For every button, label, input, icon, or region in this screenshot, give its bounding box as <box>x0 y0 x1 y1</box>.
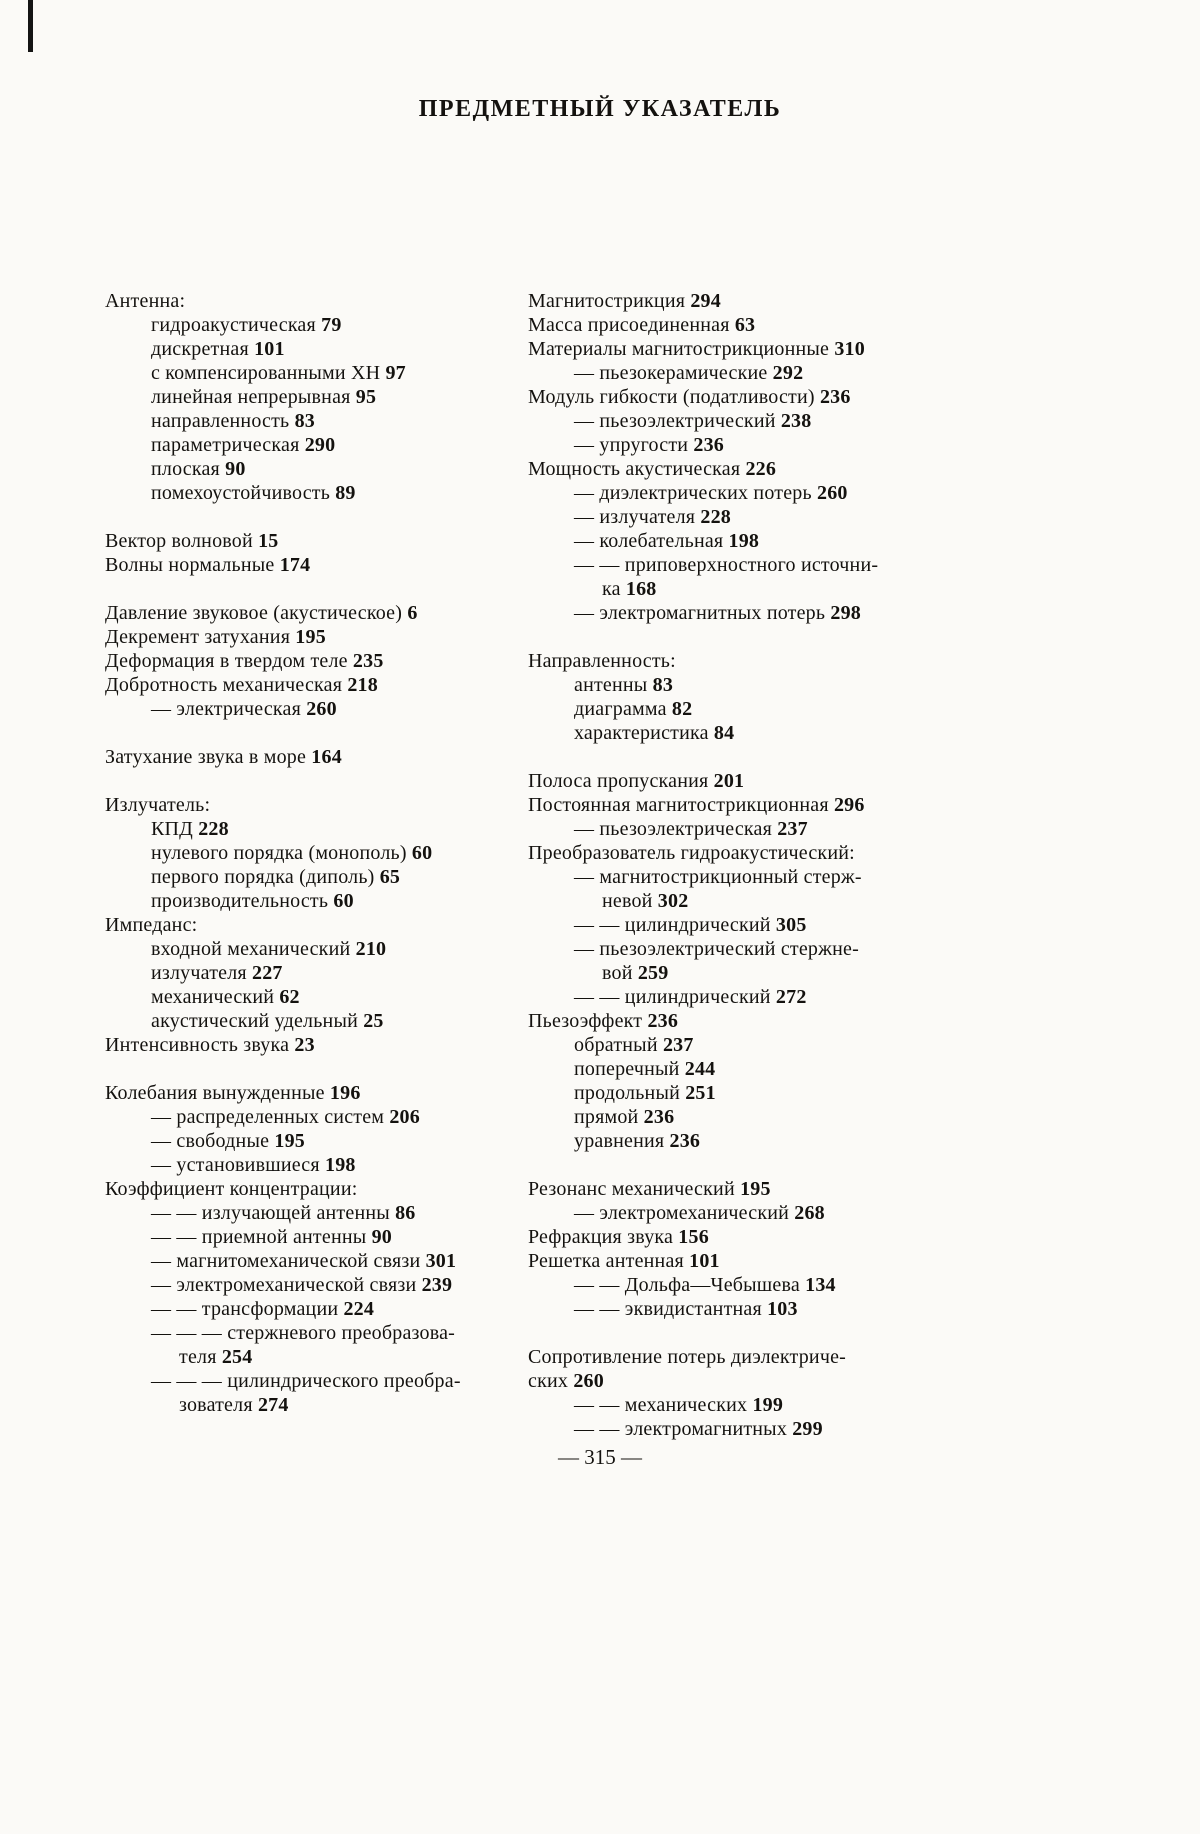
index-entry <box>528 385 988 409</box>
entry-text: Деформация в твердом теле <box>105 650 348 672</box>
index-entry <box>528 793 988 817</box>
entry-page-ref: 195 <box>274 1130 305 1152</box>
index-entry <box>105 385 525 409</box>
entry-text: Модуль гибкости (податливости) <box>528 386 815 408</box>
entry-text: — диэлектрических потерь <box>574 482 812 504</box>
entry-page-ref: 235 <box>352 650 384 672</box>
entry-page-ref: 65 <box>379 866 401 888</box>
entry-page-ref: 237 <box>777 818 808 840</box>
entry-text: Полоса пропускания <box>528 770 709 792</box>
index-entry <box>105 889 525 913</box>
entry-text: Интенсивность звука <box>105 1034 290 1056</box>
index-entry <box>105 985 525 1009</box>
entry-text: помехоустойчивость <box>151 482 331 504</box>
entry-text: Решетка антенная <box>528 1250 684 1272</box>
entry-text: Мощность акустическая <box>528 458 741 480</box>
entry-text: — пьезоэлектрический стержне- <box>574 938 859 960</box>
entry-text: Направленность: <box>528 650 676 672</box>
index-entry <box>528 1105 988 1129</box>
entry-text: Давление звуковое (акустическое) <box>105 602 403 624</box>
index-entry <box>528 601 988 625</box>
index-entry <box>105 409 525 433</box>
page-number: — 315 — <box>558 1445 642 1469</box>
entry-text: Сопротивление потерь диэлектриче- <box>528 1346 847 1368</box>
entry-page-ref: 290 <box>304 434 336 456</box>
entry-page-ref: 274 <box>257 1394 289 1416</box>
entry-page-ref: 90 <box>371 1226 392 1248</box>
entry-page-ref: 254 <box>221 1346 253 1368</box>
entry-text: — — электромагнитных <box>574 1418 788 1440</box>
index-entry <box>528 1297 988 1321</box>
entry-page-ref: 296 <box>833 794 865 816</box>
entry-page-ref: 272 <box>775 986 807 1008</box>
entry-text: Импеданс: <box>105 914 198 936</box>
entry-text: Пьезоэффект <box>528 1010 643 1032</box>
entry-text: диаграмма <box>574 698 667 720</box>
entry-page-ref: 236 <box>647 1010 679 1032</box>
index-column-left <box>105 289 525 1441</box>
entry-text: КПД <box>151 818 194 840</box>
entry-text: Волны нормальные <box>105 554 275 576</box>
entry-page-ref: 23 <box>294 1034 315 1056</box>
index-entry <box>528 577 988 601</box>
index-entry <box>528 1057 988 1081</box>
index-entry <box>528 313 988 337</box>
entry-page-ref: 310 <box>834 338 865 360</box>
entry-page-ref: 210 <box>355 938 387 960</box>
index-entry <box>528 985 988 1009</box>
entry-text: Вектор волновой <box>105 530 253 552</box>
entry-page-ref: 226 <box>745 458 777 480</box>
entry-text: — — приповерхностного источни- <box>574 554 879 576</box>
entry-page-ref: 260 <box>817 482 848 504</box>
index-group <box>105 1081 525 1417</box>
entry-page-ref: 228 <box>198 818 229 840</box>
entry-page-ref: 301 <box>425 1250 457 1272</box>
entry-page-ref: 195 <box>295 626 326 648</box>
entry-page-ref: 86 <box>395 1202 416 1224</box>
index-entry <box>528 961 988 985</box>
entry-text: — — цилиндрический <box>574 914 771 936</box>
entry-text: Преобразователь гидроакустический: <box>528 842 855 864</box>
entry-page-ref: 79 <box>321 314 342 336</box>
entry-text: Материалы магнитострикционные <box>528 338 830 360</box>
entry-page-ref: 6 <box>407 602 418 624</box>
index-entry <box>105 961 525 985</box>
index-entry <box>105 529 525 553</box>
page-title: ПРЕДМЕТНЫЙ УКАЗАТЕЛЬ <box>418 96 782 122</box>
entry-text: прямой <box>574 1106 639 1128</box>
entry-text: Коэффициент концентрации: <box>105 1178 358 1200</box>
entry-text: невой <box>602 890 653 912</box>
index-entry <box>528 913 988 937</box>
entry-page-ref: 298 <box>830 602 862 624</box>
index-group <box>105 289 525 505</box>
entry-page-ref: 236 <box>819 386 851 408</box>
entry-text: гидроакустическая <box>151 314 316 336</box>
index-group <box>528 1177 988 1321</box>
index-entry <box>105 793 525 817</box>
index-entry <box>105 1129 525 1153</box>
index-entry <box>528 1249 988 1273</box>
entry-text: с компенсированными ХН <box>151 362 381 384</box>
index-entry <box>528 433 988 457</box>
entry-page-ref: 97 <box>385 362 406 384</box>
entry-text: Декремент затухания <box>105 626 291 648</box>
index-entry <box>528 817 988 841</box>
index-entry <box>105 1321 525 1345</box>
index-entry <box>105 1105 525 1129</box>
entry-text: характеристика <box>574 722 709 744</box>
index-entry <box>105 1225 525 1249</box>
scan-artifact-mark <box>28 0 33 52</box>
index-entry <box>105 313 525 337</box>
entry-text: — колебательная <box>574 530 724 552</box>
entry-text: — — — цилиндрического преобра- <box>151 1370 461 1392</box>
entry-text: ка <box>602 578 621 600</box>
index-entry <box>528 481 988 505</box>
entry-text: Антенна: <box>105 290 186 312</box>
index-entry <box>528 1177 988 1201</box>
entry-page-ref: 103 <box>767 1298 798 1320</box>
entry-page-ref: 302 <box>657 890 689 912</box>
index-entry <box>105 817 525 841</box>
entry-text: обратный <box>574 1034 658 1056</box>
index-entry <box>528 1225 988 1249</box>
index-entry <box>105 1201 525 1225</box>
entry-page-ref: 251 <box>685 1082 716 1104</box>
index-entry <box>528 1129 988 1153</box>
entry-page-ref: 218 <box>347 674 378 696</box>
index-column-right <box>528 289 988 1465</box>
index-entry <box>105 625 525 649</box>
index-entry <box>528 1393 988 1417</box>
entry-text: — — приемной антенны <box>151 1226 367 1248</box>
index-entry <box>528 1345 988 1369</box>
index-entry <box>105 649 525 673</box>
entry-text: Магнитострикция <box>528 290 686 312</box>
index-group <box>528 289 988 625</box>
entry-text: вой <box>602 962 633 984</box>
index-entry <box>105 1009 525 1033</box>
entry-page-ref: 294 <box>690 290 721 312</box>
index-entry <box>105 601 525 625</box>
index-group <box>105 601 525 721</box>
entry-text: производительность <box>151 890 329 912</box>
index-entry <box>105 289 525 313</box>
index-entry <box>105 337 525 361</box>
index-entry <box>528 1009 988 1033</box>
index-entry <box>105 1153 525 1177</box>
index-entry <box>105 481 525 505</box>
entry-text: Добротность механическая <box>105 674 343 696</box>
index-entry <box>105 1393 525 1417</box>
entry-text: продольный <box>574 1082 680 1104</box>
entry-page-ref: 196 <box>329 1082 361 1104</box>
entry-text: — — механических <box>574 1394 748 1416</box>
index-entry <box>528 505 988 529</box>
entry-page-ref: 299 <box>792 1418 823 1440</box>
entry-text: излучателя <box>151 962 247 984</box>
index-entry <box>105 1033 525 1057</box>
entry-text: Рефракция звука <box>528 1226 674 1248</box>
entry-text: — электромагнитных потерь <box>574 602 826 624</box>
index-entry <box>105 433 525 457</box>
entry-text: — пьезоэлектрическая <box>574 818 772 840</box>
index-group <box>528 1345 988 1441</box>
entry-text: направленность <box>151 410 290 432</box>
entry-text: — — эквидистантная <box>574 1298 762 1320</box>
entry-text: плоская <box>151 458 220 480</box>
entry-text: — электрическая <box>151 698 302 720</box>
entry-text: — — Дольфа—Чебышева <box>574 1274 800 1296</box>
entry-text: теля <box>179 1346 217 1368</box>
index-entry <box>528 649 988 673</box>
index-entry <box>105 1081 525 1105</box>
entry-text: Резонанс механический <box>528 1178 735 1200</box>
index-entry <box>528 529 988 553</box>
entry-text: поперечный <box>574 1058 680 1080</box>
index-entry <box>105 553 525 577</box>
index-entry <box>105 1297 525 1321</box>
entry-text: зователя <box>179 1394 253 1416</box>
index-entry <box>105 1369 525 1393</box>
entry-page-ref: 237 <box>662 1034 694 1056</box>
entry-text: — магнитомеханической связи <box>151 1250 421 1272</box>
index-entry <box>528 1201 988 1225</box>
entry-page-ref: 101 <box>689 1250 720 1272</box>
entry-page-ref: 239 <box>421 1274 453 1296</box>
entry-text: входной механический <box>151 938 351 960</box>
index-entry <box>528 721 988 745</box>
index-entry <box>528 457 988 481</box>
entry-text: акустический удельный <box>151 1010 359 1032</box>
entry-page-ref: 101 <box>254 338 285 360</box>
entry-text: ских <box>528 1370 569 1392</box>
entry-page-ref: 89 <box>335 482 356 504</box>
entry-text: — магнитострикционный стерж- <box>574 866 862 888</box>
index-entry <box>105 865 525 889</box>
entry-page-ref: 15 <box>258 530 279 552</box>
index-entry <box>105 673 525 697</box>
entry-page-ref: 259 <box>637 962 669 984</box>
index-group <box>528 769 988 1153</box>
index-group <box>105 529 525 577</box>
index-entry <box>105 1177 525 1201</box>
entry-page-ref: 168 <box>625 578 657 600</box>
entry-page-ref: 134 <box>805 1274 836 1296</box>
index-entry <box>528 865 988 889</box>
entry-page-ref: 60 <box>333 890 354 912</box>
index-entry <box>105 1345 525 1369</box>
index-entry <box>105 1249 525 1273</box>
index-entry <box>528 1273 988 1297</box>
index-entry <box>528 1417 988 1441</box>
entry-text: — распределенных систем <box>151 1106 385 1128</box>
entry-page-ref: 236 <box>669 1130 701 1152</box>
index-group <box>105 745 525 769</box>
entry-text: — установившиеся <box>151 1154 320 1176</box>
entry-text: Затухание звука в море <box>105 746 307 768</box>
entry-page-ref: 236 <box>693 434 724 456</box>
entry-text: — пьезокерамические <box>574 362 768 384</box>
entry-page-ref: 201 <box>713 770 745 792</box>
entry-page-ref: 156 <box>678 1226 709 1248</box>
index-entry <box>528 937 988 961</box>
entry-page-ref: 260 <box>306 698 337 720</box>
entry-text: линейная непрерывная <box>151 386 351 408</box>
entry-page-ref: 25 <box>363 1010 384 1032</box>
entry-text: нулевого порядка (монополь) <box>151 842 407 864</box>
entry-text: Масса присоединенная <box>528 314 730 336</box>
entry-page-ref: 60 <box>411 842 433 864</box>
entry-text: — излучателя <box>574 506 696 528</box>
entry-page-ref: 164 <box>311 746 342 768</box>
entry-text: — пьезоэлектрический <box>574 410 776 432</box>
entry-page-ref: 244 <box>684 1058 716 1080</box>
entry-page-ref: 238 <box>780 410 812 432</box>
entry-text: Постоянная магнитострикционная <box>528 794 829 816</box>
entry-text: — — трансформации <box>151 1298 339 1320</box>
index-group <box>528 649 988 745</box>
entry-text: — упругости <box>574 434 689 456</box>
entry-page-ref: 228 <box>700 506 732 528</box>
index-entry <box>528 889 988 913</box>
index-entry <box>105 697 525 721</box>
index-entry <box>105 841 525 865</box>
entry-text: антенны <box>574 674 648 696</box>
index-entry <box>528 361 988 385</box>
entry-page-ref: 268 <box>794 1202 825 1224</box>
entry-text: — электромеханической связи <box>151 1274 417 1296</box>
entry-text: — — излучающей антенны <box>151 1202 390 1224</box>
index-entry <box>105 913 525 937</box>
entry-text: — — цилиндрический <box>574 986 771 1008</box>
index-entry <box>105 1273 525 1297</box>
entry-text: — электромеханический <box>574 1202 790 1224</box>
index-entry <box>105 745 525 769</box>
entry-page-ref: 199 <box>752 1394 784 1416</box>
index-entry <box>528 697 988 721</box>
entry-page-ref: 224 <box>343 1298 375 1320</box>
entry-page-ref: 84 <box>713 722 735 744</box>
entry-text: — — — стержневого преобразова- <box>151 1322 456 1344</box>
entry-page-ref: 198 <box>728 530 760 552</box>
entry-page-ref: 174 <box>279 554 311 576</box>
index-entry <box>105 937 525 961</box>
index-entry <box>528 409 988 433</box>
entry-page-ref: 260 <box>573 1370 604 1392</box>
index-entry <box>528 289 988 313</box>
entry-page-ref: 62 <box>279 986 300 1008</box>
entry-text: механический <box>151 986 275 1008</box>
entry-page-ref: 90 <box>225 458 246 480</box>
entry-text: Колебания вынужденные <box>105 1082 325 1104</box>
index-entry <box>528 673 988 697</box>
index-entry <box>105 457 525 481</box>
entry-text: дискретная <box>151 338 249 360</box>
index-entry <box>528 841 988 865</box>
entry-page-ref: 82 <box>671 698 693 720</box>
entry-text: уравнения <box>574 1130 665 1152</box>
index-group <box>105 793 525 1057</box>
entry-page-ref: 206 <box>389 1106 420 1128</box>
entry-page-ref: 63 <box>734 314 756 336</box>
entry-page-ref: 236 <box>643 1106 675 1128</box>
entry-page-ref: 83 <box>294 410 315 432</box>
index-entry <box>528 769 988 793</box>
index-entry <box>105 361 525 385</box>
entry-text: — свободные <box>151 1130 270 1152</box>
entry-page-ref: 198 <box>325 1154 356 1176</box>
entry-page-ref: 305 <box>775 914 807 936</box>
entry-text: Излучатель: <box>105 794 211 816</box>
index-entry <box>528 1081 988 1105</box>
entry-page-ref: 292 <box>772 362 804 384</box>
entry-text: первого порядка (диполь) <box>151 866 375 888</box>
entry-page-ref: 83 <box>652 674 674 696</box>
index-entry <box>528 1033 988 1057</box>
entry-page-ref: 227 <box>252 962 283 984</box>
entry-text: параметрическая <box>151 434 300 456</box>
entry-page-ref: 95 <box>355 386 377 408</box>
entry-page-ref: 195 <box>740 1178 771 1200</box>
index-entry <box>528 1369 988 1393</box>
index-entry <box>528 553 988 577</box>
index-entry <box>528 337 988 361</box>
